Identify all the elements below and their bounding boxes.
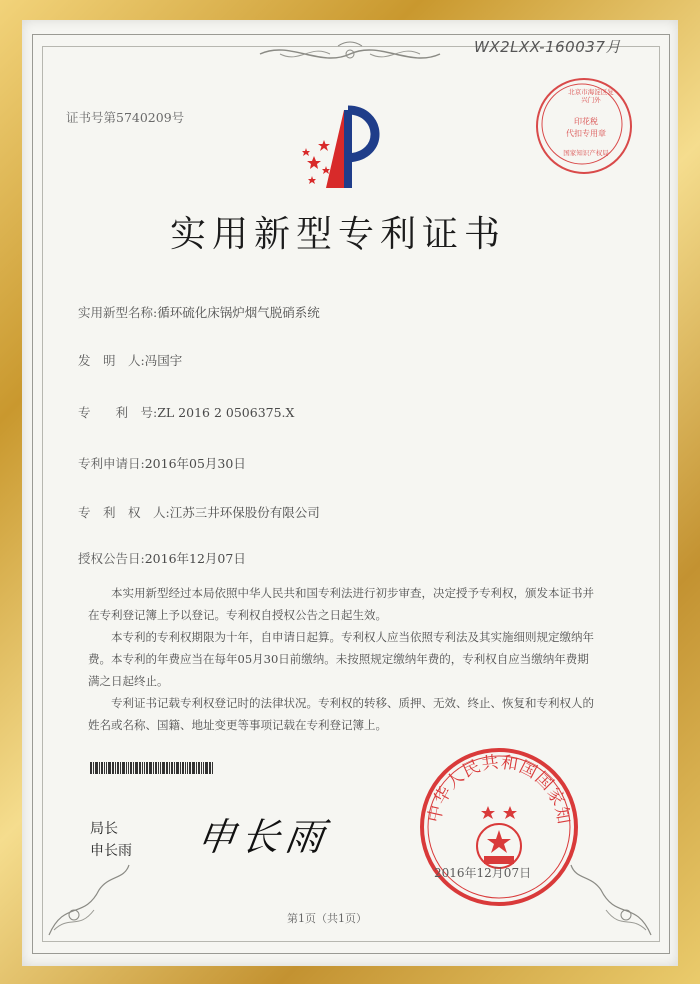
field-label: 授权公告日: — [78, 551, 145, 566]
certificate-number: 证书号第5740209号 — [66, 110, 185, 125]
patent-office-logo — [296, 104, 386, 194]
field-label: 发 明 人: — [78, 353, 145, 368]
field-label: 实用新型名称: — [78, 305, 158, 320]
body-paragraph: 专利证书记载专利权登记时的法律状况。专利权的转移、质押、无效、终止、恢复和专利权人的姓名或名称、国籍、地址变更等事项记载在专利登记簿上。 — [88, 696, 594, 732]
director-title: 局长 — [90, 821, 118, 837]
field-value: 冯国宇 — [144, 353, 183, 368]
bottom-left-ornament — [44, 860, 134, 940]
stamp-line-2: 印花税 — [574, 117, 598, 126]
seal-graphic — [418, 746, 580, 908]
stamp-line-3: 代扣专用章 — [566, 129, 606, 138]
certificate-title: 实用新型专利证书 — [170, 214, 507, 255]
field-value: ZL 2016 2 0506375.X — [157, 405, 295, 420]
certificate-body — [88, 582, 598, 736]
stamp-line-1: 北京市海淀区复兴门外 — [568, 88, 614, 104]
stamp-line-4: 国家知识产权局 — [563, 149, 609, 157]
official-seal — [418, 746, 580, 908]
field-label: 专 利 号: — [78, 405, 158, 420]
director-signature: 申长雨 — [194, 815, 333, 859]
director-name: 申长雨 — [90, 843, 132, 859]
field-value: 2016年05月30日 — [144, 456, 246, 471]
field-value: 江苏三井环保股份有限公司 — [169, 505, 320, 520]
field-row — [78, 453, 246, 472]
field-value: 2016年12月07日 — [144, 551, 246, 566]
field-row — [78, 402, 294, 421]
field-row — [78, 502, 320, 521]
field-label: 专 利 权 人: — [78, 505, 170, 520]
page-footer: 第1页（共1页） — [287, 912, 367, 925]
body-paragraph: 本实用新型经过本局依照中华人民共和国专利法进行初步审查，决定授予专利权，颁发本证书并在专利登记簿上予以登记。专利权自授权公告之日起生效。 — [88, 586, 594, 622]
body-paragraph: 本专利的专利权期限为十年，自申请日起算。专利权人应当依照专利法及其实施细则规定缴纳年费。本专利的年费应当在每年05月30日前缴纳。未按照规定缴纳年费的，专利权自应当缴纳年费期满之日起终止。 — [88, 630, 594, 688]
field-value: 循环硫化床锅炉烟气脱硝系统 — [157, 305, 320, 320]
field-row — [78, 302, 320, 321]
field-row — [78, 548, 246, 567]
svg-text:中华人民共和国国家知识产权局 — [418, 746, 573, 826]
top-ornament — [250, 38, 450, 70]
field-label: 专利申请日: — [78, 456, 145, 471]
barcode — [90, 762, 213, 774]
handwritten-note: WX2LXX-160037月 — [474, 38, 621, 56]
seal-date: 2016年12月07日 — [434, 866, 532, 880]
seal-text: 中华人民共和国国家知 — [424, 752, 574, 827]
field-row — [78, 350, 182, 369]
tax-stamp — [536, 78, 632, 174]
